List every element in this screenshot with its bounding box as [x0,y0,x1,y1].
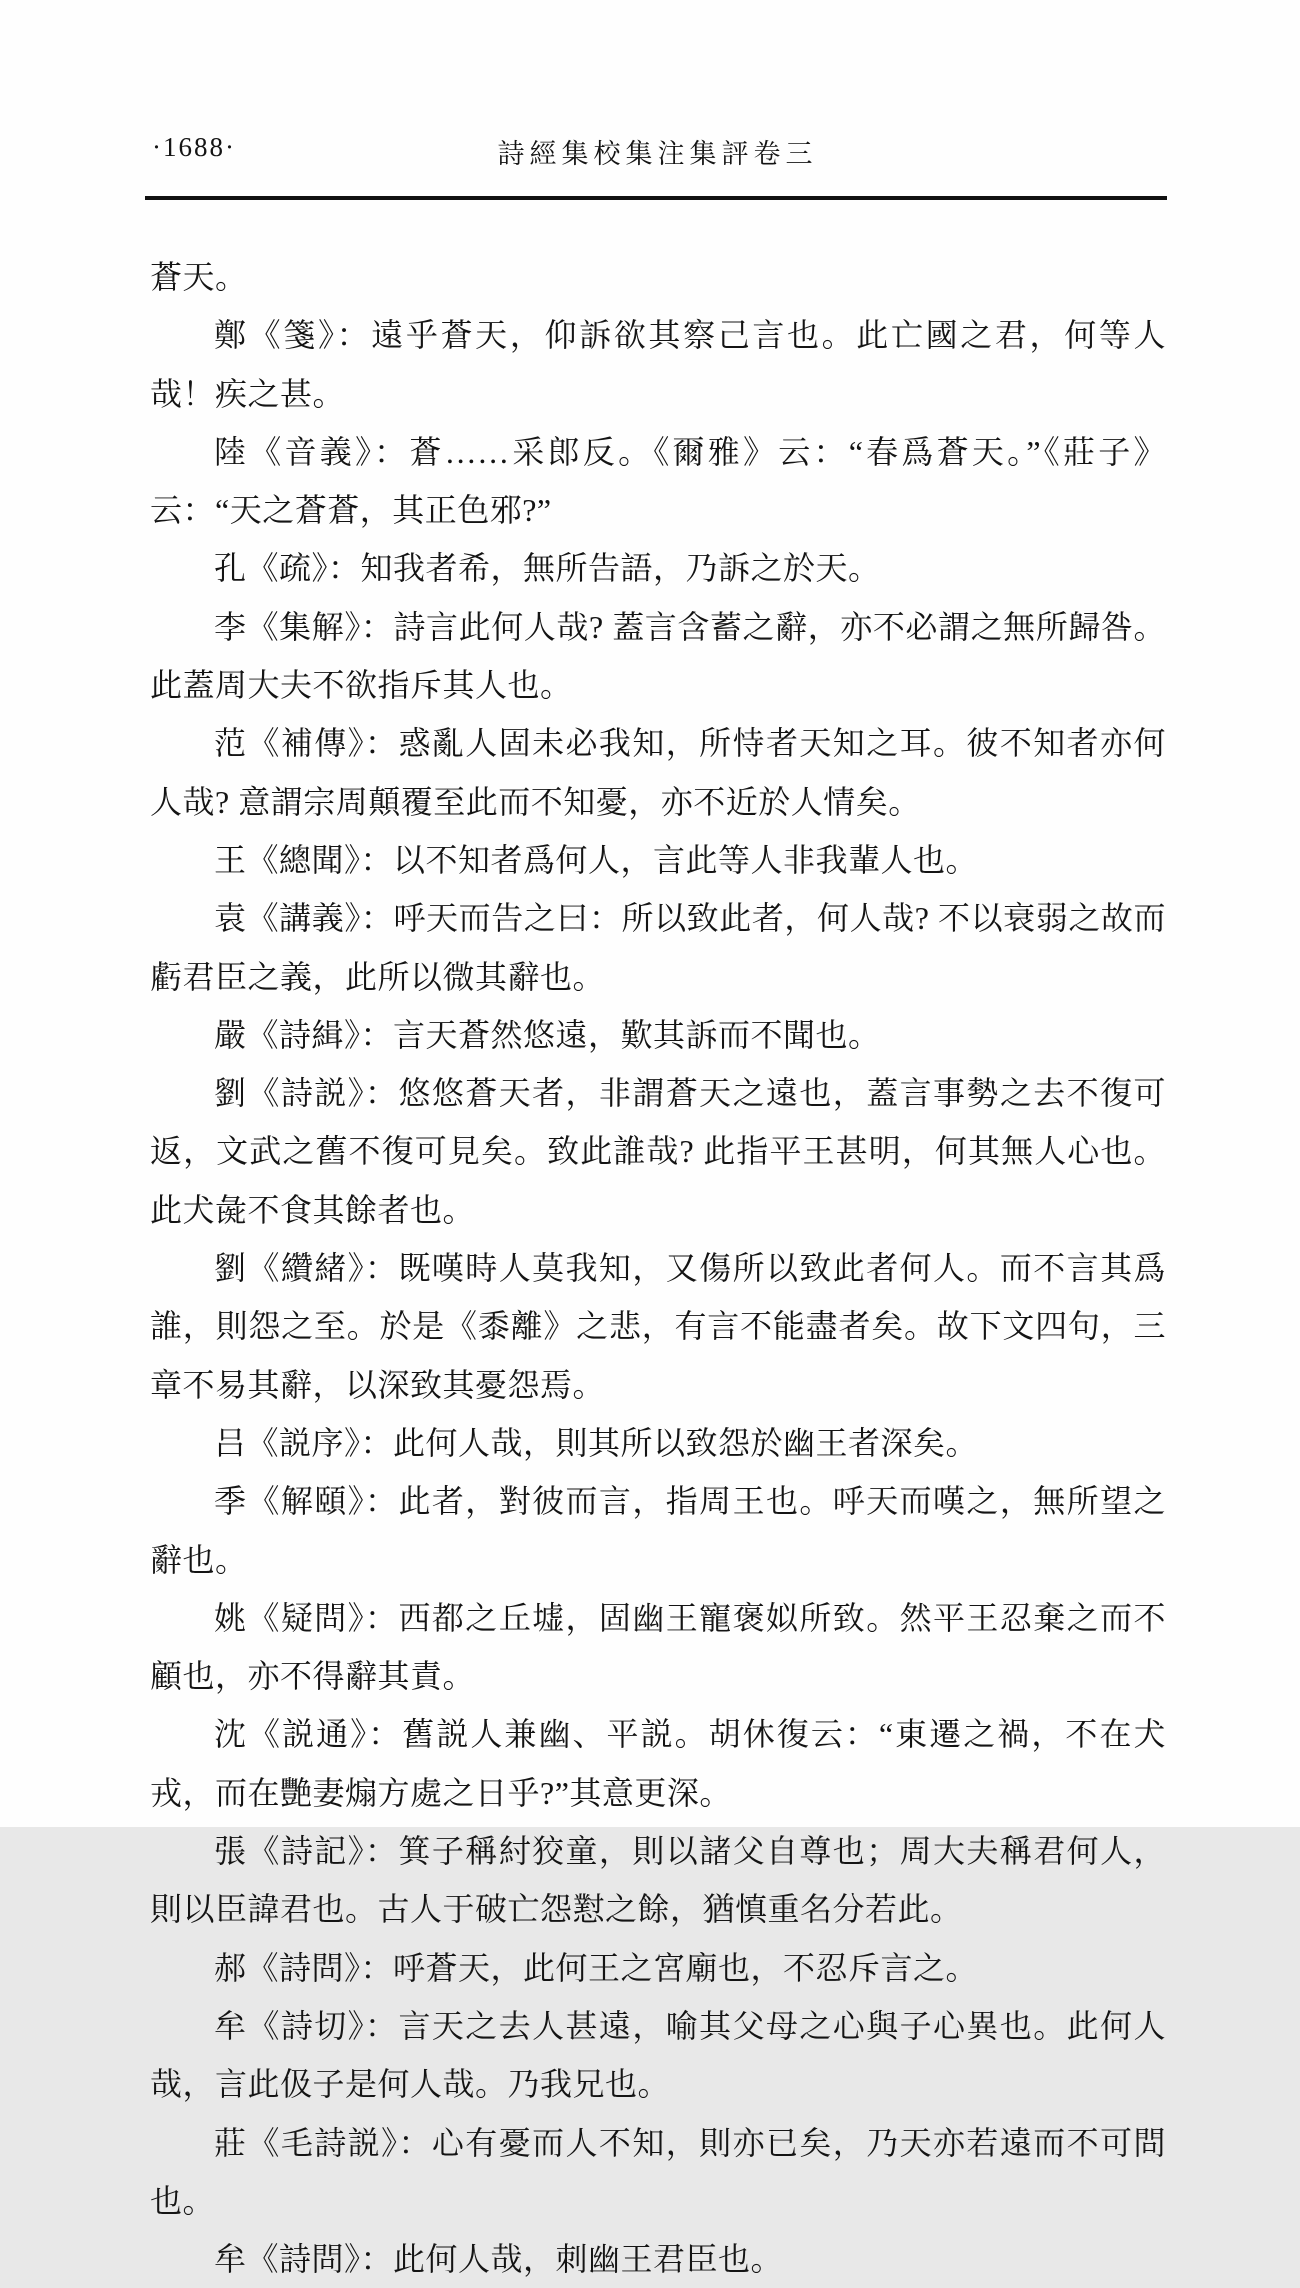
commentary-paragraph: 沈《説通》：舊説人兼幽、平説。胡休復云：“東遷之禍，不在犬戎，而在艷妻煽方處之日乎?”其意更深。 [150,1716,1166,1811]
commentary-paragraph: 王《總聞》：以不知者爲何人，言此等人非我輩人也。 [214,841,979,878]
commentary-paragraph: 吕《説序》：此何人哉，則其所以致怨於幽王者深矣。 [214,1424,979,1461]
commentary-paragraph: 袁《講義》：呼天而告之曰：所以致此者，何人哉? 不以衰弱之故而虧君臣之義，此所以微其辭也。 [150,900,1166,995]
commentary-paragraph: 嚴《詩緝》：言天蒼然悠遠，歎其訴而不聞也。 [214,1016,881,1053]
commentary-paragraph: 牟《詩問》：此何人哉，刺幽王君臣也。 [214,2241,784,2278]
commentary-paragraph: 劉《纘緒》：既嘆時人莫我知，又傷所以致此者何人。而不言其爲誰，則怨之至。於是《黍離》之悲，有言不能盡者矣。故下文四句，三章不易其辭，以深致其憂怨焉。 [150,1250,1166,1403]
commentary-paragraph: 孔《疏》：知我者希，無所告語，乃訴之於天。 [214,550,881,587]
commentary-paragraph: 劉《詩説》：悠悠蒼天者，非謂蒼天之遠也，蓋言事勢之去不復可返，文武之舊不復可見矣。致此誰哉? 此指平王甚明，何其無人心也。此犬彘不食其餘者也。 [150,1075,1166,1228]
commentary-paragraph: 李《集解》：詩言此何人哉? 蓋言含蓄之辭，亦不必謂之無所歸咎。此蓋周大夫不欲指斥其人也。 [150,608,1166,704]
page-header [150,132,1165,172]
commentary-paragraph: 姚《疑問》：西都之丘墟，固幽王寵褒姒所致。然平王忍棄之而不顧也，亦不得辭其責。 [150,1599,1166,1695]
commentary-paragraph: 陸《音義》：蒼……采郎反。《爾雅》云：“春爲蒼天。”《莊子》云：“天之蒼蒼，其正色邪?” [150,433,1166,529]
commentary-paragraph: 鄭《箋》：遠乎蒼天，仰訴欲其察己言也。此亡國之君，何等人哉！疾之甚。 [150,317,1166,412]
commentary-paragraph: 季《解頤》：此者，對彼而言，指周王也。呼天而嘆之，無所望之辭也。 [150,1483,1166,1578]
page-body [150,248,1166,2288]
commentary-paragraph: 張《詩記》：箕子稱紂狡童，則以諸父自尊也；周大夫稱君何人，則以臣諱君也。古人于破亡怨懟之餘，猶慎重名分若此。 [150,1833,1166,1928]
commentary-paragraph: 郝《詩問》：呼蒼天，此何王之宮廟也，不忍斥言之。 [214,1949,979,1986]
running-title: 詩經集校集注集評卷三 [497,139,818,169]
commentary-paragraph: 牟《詩切》：言天之去人甚遠，喻其父母之心與子心異也。此何人哉，言此伋子是何人哉。乃我兄也。 [150,2007,1166,2103]
header-rule [145,196,1167,200]
commentary-paragraph: 范《補傳》：惑亂人固未必我知，所恃者天知之耳。彼不知者亦何人哉? 意謂宗周顛覆至此而不知憂，亦不近於人情矣。 [150,725,1166,820]
commentary-paragraph: 莊《毛詩説》：心有憂而人不知，則亦已矣，乃天亦若遠而不可問也。 [150,2124,1166,2219]
page-number: ·1688· [152,132,236,162]
commentary-paragraph: 蒼天。 [150,259,248,295]
